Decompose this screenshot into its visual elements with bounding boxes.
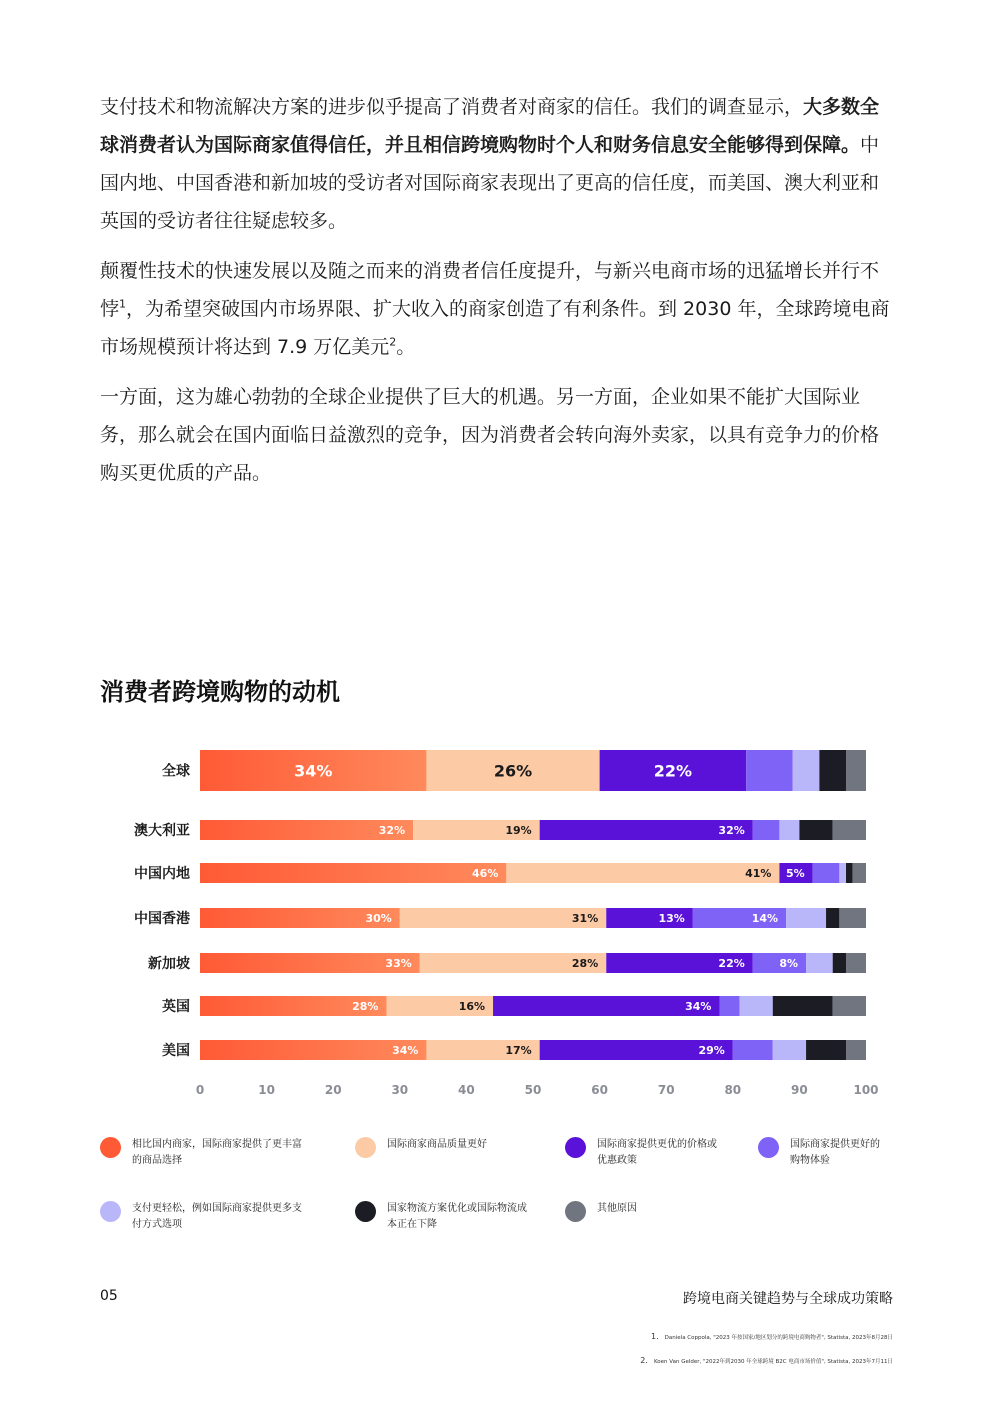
bar-segment	[813, 863, 840, 883]
legend-label: 国际商家提供更优的价格或 优惠政策	[597, 1139, 717, 1166]
bar-segment	[853, 863, 866, 883]
bar-segment	[793, 750, 820, 791]
bold-highlight: 大多数全球消费者认为国际商家值得信任，并且相信跨境购物时个人和财务信息安全能够得到保障。	[100, 96, 880, 156]
data-label: 22%	[653, 761, 693, 781]
x-tick-label: 40	[458, 1083, 475, 1097]
data-label: 32%	[718, 823, 745, 837]
document-title: 跨境电商关键趋势与全球成功策略	[683, 1291, 893, 1307]
data-label: 16%	[458, 999, 486, 1013]
legend-item	[565, 1201, 637, 1222]
legend-item	[100, 1201, 302, 1233]
legend-label: 相比国内商家，国际商家提供了更丰富 的商品选择	[132, 1139, 302, 1166]
legend-swatch	[565, 1137, 586, 1158]
bar-segment	[839, 863, 846, 883]
bar-segment	[839, 908, 866, 928]
legend-item	[355, 1137, 487, 1158]
bar-segment	[806, 953, 833, 973]
data-label: 17%	[505, 1043, 532, 1057]
legend-label: 国际商家商品质量更好	[387, 1139, 487, 1150]
bar-segment	[833, 820, 866, 840]
data-label: 29%	[698, 1043, 725, 1057]
legend-swatch	[565, 1201, 586, 1222]
bar-segment	[846, 953, 866, 973]
legend-swatch	[355, 1137, 376, 1158]
footnote-ref-2[interactable]: 2	[389, 335, 397, 349]
x-tick-label: 0	[195, 1083, 205, 1097]
bar-segment	[773, 1040, 806, 1060]
data-label: 30%	[365, 911, 392, 925]
x-tick-label: 70	[657, 1083, 675, 1097]
legend-label: 国家物流方案优化或国际物流成 本正在下降	[387, 1203, 527, 1230]
legend-item	[355, 1201, 527, 1233]
data-label: 32%	[378, 823, 406, 837]
category-label: 中国内地	[134, 866, 190, 882]
category-label: 英国	[162, 999, 190, 1015]
bar-segment	[799, 820, 832, 840]
bar-segment	[733, 1040, 773, 1060]
category-label: 全球	[162, 763, 190, 780]
bar-segment	[746, 750, 793, 791]
bar-segment	[819, 750, 846, 791]
x-tick-label: 30	[391, 1083, 409, 1097]
data-label: 26%	[493, 761, 533, 781]
chart-title: 消费者跨境购物的动机	[100, 678, 340, 706]
bar-segment	[779, 820, 799, 840]
data-label: 33%	[385, 956, 412, 970]
bar-segment	[786, 908, 826, 928]
data-label: 28%	[571, 956, 599, 970]
data-label: 22%	[718, 956, 745, 970]
bar-segment	[506, 863, 779, 883]
bar-segment	[739, 996, 772, 1016]
legend-item	[758, 1137, 880, 1169]
footnote-ref-1[interactable]: 1	[119, 297, 127, 311]
bar-segment	[773, 996, 833, 1016]
growth-paragraph: 颠覆性技术的快速发展以及随之而来的消费者信任度提升，与新兴电商市场的迅猛增长并行不悖$^1$，为希望突破国内市场界限、扩大收入的商家创造了有利条件。到 2030 年，全球跨境电商市场规模预计将达到 7.9 万亿美元$^2$。	[100, 260, 890, 358]
legend-label: 国际商家提供更好的 购物体验	[790, 1139, 880, 1166]
legend-swatch	[100, 1201, 121, 1222]
data-label: 28%	[352, 999, 379, 1013]
x-tick-label: 20	[324, 1083, 342, 1097]
legend-swatch	[758, 1137, 779, 1158]
bar-segment	[826, 908, 839, 928]
bar-segment	[200, 863, 506, 883]
x-tick-label: 90	[791, 1083, 808, 1097]
legend-item	[565, 1137, 717, 1169]
intro-paragraph: 支付技术和物流解决方案的进步似乎提高了消费者对商家的信任。我们的调查显示，大多数全球消费者认为国际商家值得信任，并且相信跨境购物时个人和财务信息安全能够得到保障。中国内地、中国香港和新加坡的受访者对国际商家表现出了更高的信任度，而美国、澳大利亚和英国的受访者往往疑虑较多。	[100, 96, 880, 232]
bar-segment	[806, 1040, 846, 1060]
category-label: 新加坡	[148, 956, 190, 972]
data-label: 41%	[745, 866, 772, 880]
data-label: 19%	[505, 823, 532, 837]
data-label: 46%	[472, 866, 499, 880]
bar-segment	[833, 953, 846, 973]
category-label: 中国香港	[134, 911, 190, 927]
x-tick-label: 50	[524, 1083, 542, 1097]
data-label: 5%	[786, 866, 805, 880]
legend-swatch	[100, 1137, 121, 1158]
page-number: 05	[100, 1288, 118, 1304]
legend-label: 支付更轻松，例如国际商家提供更多支 付方式选项	[132, 1203, 302, 1230]
bar-segment	[846, 863, 853, 883]
category-label: 澳大利亚	[134, 823, 190, 839]
opportunity-paragraph: 一方面，这为雄心勃勃的全球企业提供了巨大的机遇。另一方面，企业如果不能扩大国际业务，那么就会在国内面临日益激烈的竞争，因为消费者会转向海外卖家，以具有竞争力的价格购买更优质的产品。	[100, 386, 880, 484]
bar-segment	[846, 1040, 866, 1060]
data-label: 14%	[751, 911, 779, 925]
bar-segment	[719, 996, 739, 1016]
x-tick-label: 80	[724, 1083, 742, 1097]
data-label: 13%	[658, 911, 685, 925]
bar-segment	[846, 750, 866, 791]
bar-segment	[833, 996, 866, 1016]
legend-swatch	[355, 1201, 376, 1222]
legend-item	[100, 1137, 302, 1169]
x-tick-label: 10	[258, 1083, 275, 1097]
legend-label: 其他原因	[597, 1203, 637, 1214]
data-label: 34%	[294, 761, 333, 781]
footnote-2: 2. Koen Van Gelder, "2022年到2030 年全球跨境 B2C 电商市场价值", Statista, 2023年7月11日	[640, 1356, 893, 1365]
footnote-1: 1. Daniela Coppola, "2023 年按国家/地区划分的跨境电商购物者", Statista, 2023年8月28日	[651, 1332, 893, 1341]
data-label: 31%	[571, 911, 599, 925]
bar-segment	[753, 820, 780, 840]
x-tick-label: 60	[591, 1083, 608, 1097]
data-label: 34%	[685, 999, 712, 1013]
data-label: 34%	[392, 1043, 419, 1057]
x-tick-label: 100	[853, 1083, 879, 1097]
category-label: 美国	[162, 1043, 190, 1059]
data-label: 8%	[779, 956, 799, 970]
